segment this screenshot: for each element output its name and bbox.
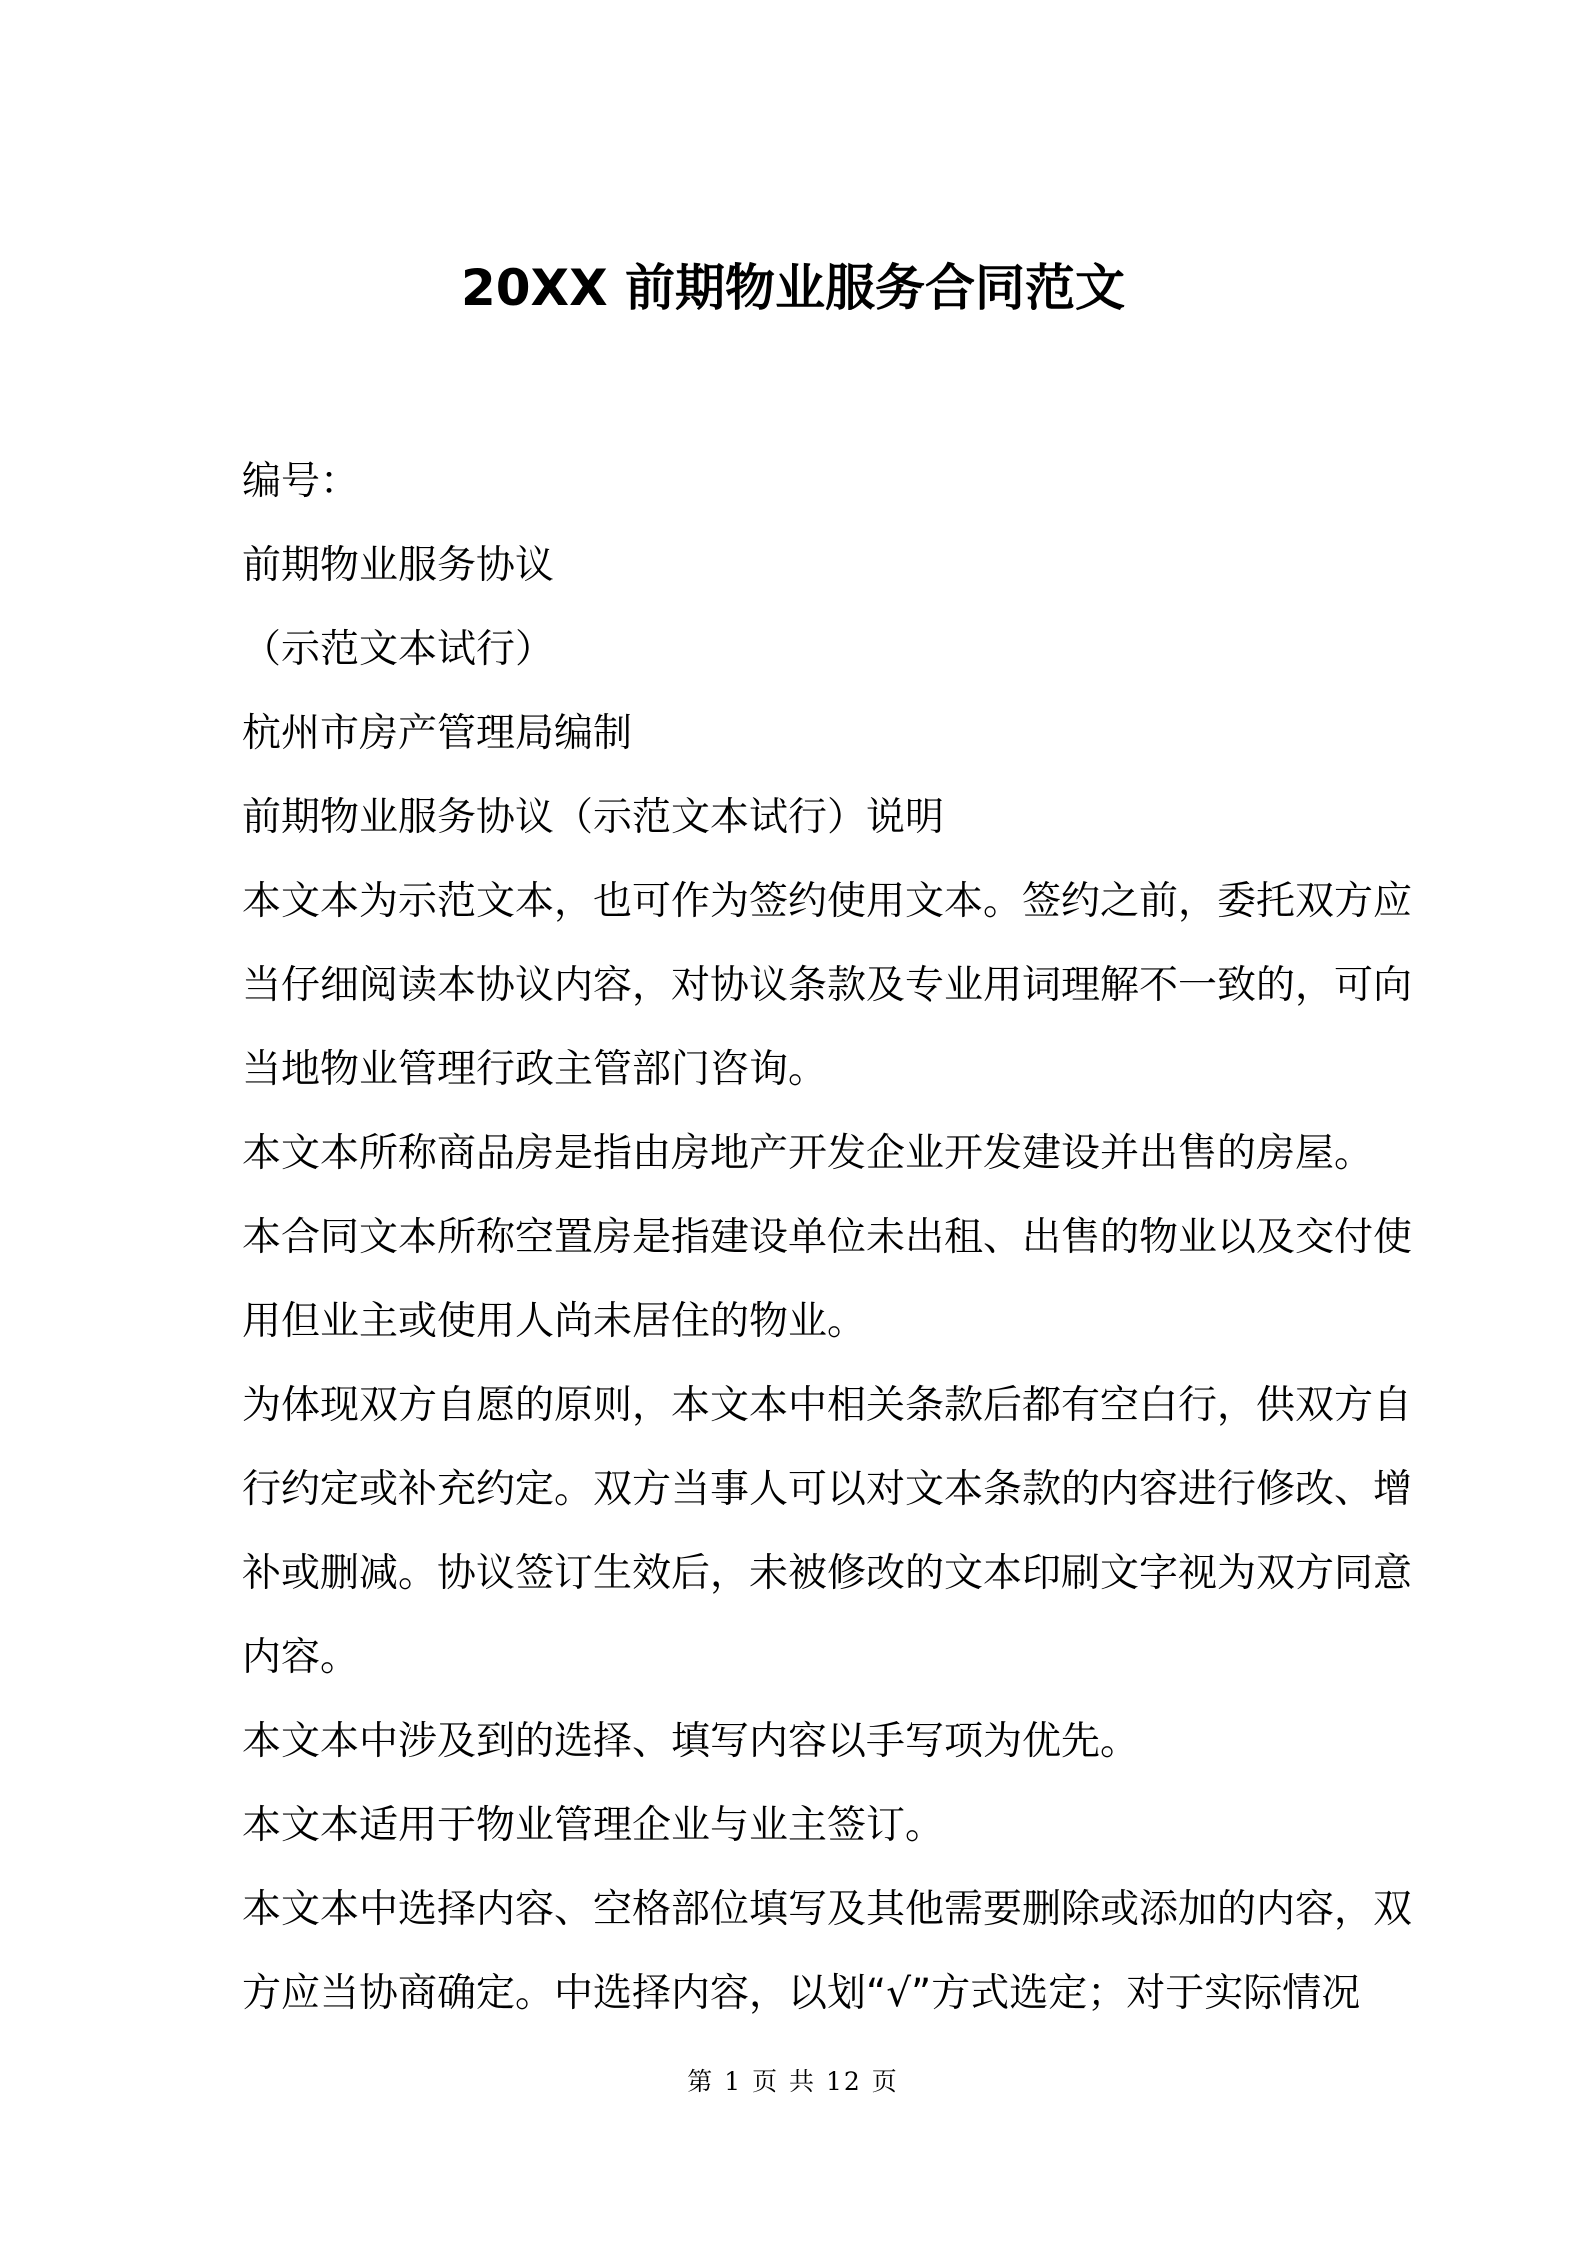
text-line: 本文本中涉及到的选择、填写内容以手写项为优先。: [242, 1719, 1140, 1764]
text-line-explanation-heading: 前期物业服务协议（示范文本试行）说明: [242, 795, 945, 840]
text-line: 当地物业管理行政主管部门咨询。: [242, 1047, 828, 1092]
text-line: 补或删减。协议签订生效后，未被修改的文本印刷文字视为双方同意: [242, 1551, 1413, 1596]
text-line-number-label: 编号：: [242, 459, 360, 504]
text-line: 行约定或补充约定。双方当事人可以对文本条款的内容进行修改、增: [242, 1467, 1413, 1512]
text-line-model-text-note: （示范文本试行）: [242, 627, 555, 672]
document-body: [242, 440, 1413, 2036]
text-line: 本文本为示范文本，也可作为签约使用文本。签约之前，委托双方应: [242, 879, 1413, 924]
text-line: 本文本适用于物业管理企业与业主签订。: [242, 1803, 945, 1848]
text-line: 本文本中选择内容、空格部位填写及其他需要删除或添加的内容，双: [242, 1887, 1413, 1932]
text-line-agreement-name: 前期物业服务协议: [242, 543, 555, 588]
text-line: 本文本所称商品房是指由房地产开发企业开发建设并出售的房屋。: [242, 1131, 1374, 1176]
text-line: 方应当协商确定。中选择内容，以划“√”方式选定；对于实际情况: [242, 1971, 1361, 2016]
text-line: 为体现双方自愿的原则，本文本中相关条款后都有空白行，供双方自: [242, 1383, 1413, 1428]
text-line: 内容。: [242, 1635, 360, 1680]
text-line-compiler: 杭州市房产管理局编制: [242, 711, 633, 756]
text-line: 当仔细阅读本协议内容，对协议条款及专业用词理解不一致的，可向: [242, 963, 1413, 1008]
document-title: 20XX 前期物业服务合同范文: [460, 259, 1126, 317]
page-number-footer: 第 1 页 共 12 页: [687, 2067, 899, 2096]
text-line: 用但业主或使用人尚未居住的物业。: [242, 1299, 867, 1344]
text-line: 本合同文本所称空置房是指建设单位未出租、出售的物业以及交付使: [242, 1215, 1413, 1260]
